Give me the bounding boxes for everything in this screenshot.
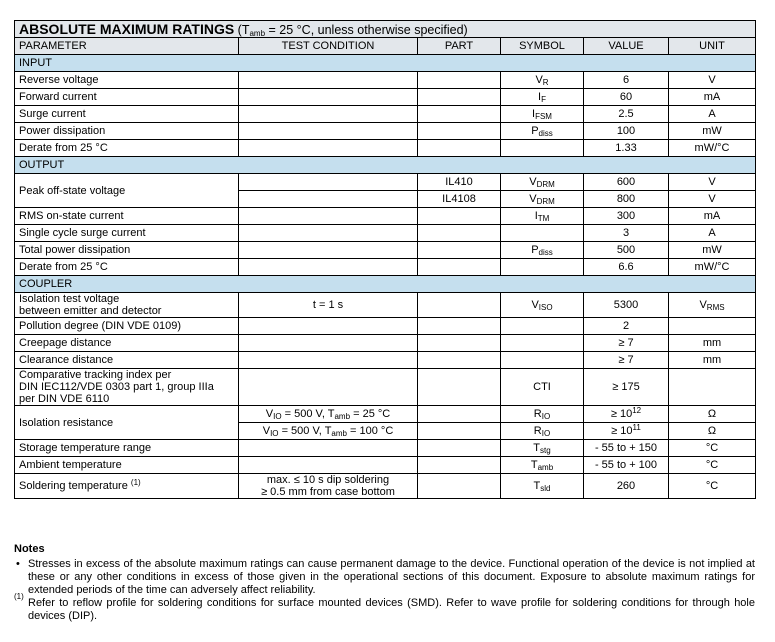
- param-cell: Total power dissipation: [15, 242, 239, 259]
- param-cell: Soldering temperature $^{(1)}$: [15, 474, 239, 499]
- condition-cell: [239, 440, 418, 457]
- param-cell: Creepage distance: [15, 335, 239, 352]
- unit-cell: A: [669, 106, 756, 123]
- unit-cell: $V_{RMS}$: [669, 293, 756, 318]
- table-row: [15, 208, 756, 225]
- value-cell: ≥ 175: [584, 369, 669, 406]
- part-cell: [418, 89, 501, 106]
- table-row: [15, 140, 756, 157]
- condition-cell: [239, 174, 418, 191]
- param-cell: Clearance distance: [15, 352, 239, 369]
- header-symbol: SYMBOL: [501, 38, 584, 55]
- header-parameter: PARAMETER: [15, 38, 239, 55]
- unit-cell: mW/°C: [669, 259, 756, 276]
- param-cell: Pollution degree (DIN VDE 0109): [15, 318, 239, 335]
- table-row: [15, 225, 756, 242]
- value-cell: 500: [584, 242, 669, 259]
- symbol-cell: $P_{diss}$: [501, 123, 584, 140]
- section-title-output: OUTPUT: [15, 157, 756, 174]
- condition-cell: [239, 123, 418, 140]
- part-cell: [418, 242, 501, 259]
- symbol-cell: [501, 335, 584, 352]
- condition-cell: [239, 140, 418, 157]
- param-cell: Isolation resistance: [15, 406, 239, 440]
- symbol-cell: $T_{sld}$: [501, 474, 584, 499]
- notes-title: Notes: [14, 543, 45, 555]
- value-cell: 600: [584, 174, 669, 191]
- value-cell: 6: [584, 72, 669, 89]
- table-row: [15, 259, 756, 276]
- symbol-cell: [501, 318, 584, 335]
- value-cell: - 55 to + 150: [584, 440, 669, 457]
- part-cell: [418, 208, 501, 225]
- title-condition: ($T_{amb} = 25$ °C, unless otherwise specified): [237, 22, 468, 38]
- param-cell: Storage temperature range: [15, 440, 239, 457]
- ratings-table-container: [14, 20, 755, 499]
- section-title-coupler: COUPLER: [15, 276, 756, 293]
- value-cell: 300: [584, 208, 669, 225]
- unit-cell: mA: [669, 89, 756, 106]
- symbol-cell: $T_{stg}$: [501, 440, 584, 457]
- table-row: [15, 123, 756, 140]
- section-row-coupler: [15, 276, 756, 293]
- table-row: [15, 318, 756, 335]
- title-main: ABSOLUTE MAXIMUM RATINGS: [19, 20, 235, 37]
- note-text: Stresses in excess of the absolute maximum ratings can cause permanent damage to the device. Functional operation of the device is not implied at these or any other conditions in excess of those given in the operational sections of this document. Exposure to absolute maximum ratings for extended periods of the time can adversely affect reliability.: [28, 558, 755, 596]
- param-cell: Surge current: [15, 106, 239, 123]
- symbol-cell: [501, 225, 584, 242]
- value-cell: ≥ $10^{11}$: [584, 423, 669, 440]
- condition-cell: [239, 259, 418, 276]
- value-cell: 6.6: [584, 259, 669, 276]
- header-part: PART: [418, 38, 501, 55]
- part-cell: [418, 123, 501, 140]
- condition-cell: $V_{IO} = 500$ V, $T_{amb} = 25$ °C: [239, 406, 418, 423]
- unit-cell: [669, 318, 756, 335]
- condition-cell: [239, 72, 418, 89]
- part-cell: [418, 440, 501, 457]
- condition-cell: $V_{IO} = 500$ V, $T_{amb} = 100$ °C: [239, 423, 418, 440]
- condition-cell: [239, 225, 418, 242]
- table-title: [15, 21, 756, 38]
- part-cell: [418, 423, 501, 440]
- param-cell: Comparative tracking index per DIN IEC112/VDE 0303 part 1, group IIIa per DIN VDE 6110: [15, 369, 239, 406]
- condition-cell: [239, 89, 418, 106]
- unit-cell: [669, 369, 756, 406]
- table-row: [15, 352, 756, 369]
- part-cell: [418, 259, 501, 276]
- symbol-cell: $I_{TM}$: [501, 208, 584, 225]
- part-cell: [418, 106, 501, 123]
- table-row: [15, 89, 756, 106]
- value-cell: 5300: [584, 293, 669, 318]
- absolute-maximum-ratings-table: [14, 20, 756, 499]
- symbol-cell: $I_F$: [501, 89, 584, 106]
- unit-cell: mW: [669, 123, 756, 140]
- value-cell: 800: [584, 191, 669, 208]
- part-cell: [418, 406, 501, 423]
- symbol-cell: $I_{FSM}$: [501, 106, 584, 123]
- section-row-output: [15, 157, 756, 174]
- note-text: Refer to reflow profile for soldering conditions for surface mounted devices (SMD). Refer to wave profile for soldering conditions for through hole devices (DIP).: [28, 597, 755, 622]
- part-cell: IL4108: [418, 191, 501, 208]
- value-cell: ≥ 7: [584, 352, 669, 369]
- param-cell: RMS on-state current: [15, 208, 239, 225]
- table-row: [15, 242, 756, 259]
- unit-cell: mW/°C: [669, 140, 756, 157]
- unit-cell: mm: [669, 335, 756, 352]
- unit-cell: mA: [669, 208, 756, 225]
- symbol-cell: $R_{IO}$: [501, 423, 584, 440]
- param-cell: Power dissipation: [15, 123, 239, 140]
- unit-cell: V: [669, 174, 756, 191]
- condition-cell: [239, 335, 418, 352]
- unit-cell: °C: [669, 457, 756, 474]
- table-row: [15, 440, 756, 457]
- value-cell: 2: [584, 318, 669, 335]
- table-row: [15, 335, 756, 352]
- param-cell: Reverse voltage: [15, 72, 239, 89]
- condition-cell: [239, 208, 418, 225]
- table-row: [15, 293, 756, 318]
- symbol-cell: $V_{DRM}$: [501, 191, 584, 208]
- condition-cell: [239, 352, 418, 369]
- part-cell: [418, 225, 501, 242]
- part-cell: [418, 318, 501, 335]
- section-row-input: [15, 55, 756, 72]
- symbol-cell: [501, 140, 584, 157]
- condition-cell: [239, 106, 418, 123]
- condition-cell: [239, 191, 418, 208]
- condition-cell: [239, 318, 418, 335]
- unit-cell: mW: [669, 242, 756, 259]
- part-cell: IL410: [418, 174, 501, 191]
- symbol-cell: [501, 259, 584, 276]
- table-row: [15, 369, 756, 406]
- symbol-cell: $P_{diss}$: [501, 242, 584, 259]
- unit-cell: V: [669, 191, 756, 208]
- part-cell: [418, 369, 501, 406]
- param-cell: Isolation test voltage between emitter and detector: [15, 293, 239, 318]
- value-cell: 2.5: [584, 106, 669, 123]
- bullet-icon: •: [16, 558, 20, 570]
- unit-cell: Ω: [669, 423, 756, 440]
- value-cell: 260: [584, 474, 669, 499]
- table-row: [15, 406, 756, 423]
- note-item: [14, 558, 755, 597]
- condition-cell: [239, 242, 418, 259]
- param-cell: Derate from 25 °C: [15, 259, 239, 276]
- part-cell: [418, 352, 501, 369]
- table-row: [15, 474, 756, 499]
- part-cell: [418, 457, 501, 474]
- table-row: [15, 174, 756, 191]
- section-title-input: INPUT: [15, 55, 756, 72]
- part-cell: [418, 72, 501, 89]
- condition-cell: [239, 457, 418, 474]
- condition-cell: [239, 369, 418, 406]
- unit-cell: V: [669, 72, 756, 89]
- value-cell: 100: [584, 123, 669, 140]
- part-cell: [418, 140, 501, 157]
- table-row: [15, 106, 756, 123]
- column-header-row: [15, 38, 756, 55]
- param-cell: Peak off-state voltage: [15, 174, 239, 208]
- table-row: [15, 457, 756, 474]
- value-cell: ≥ $10^{12}$: [584, 406, 669, 423]
- part-cell: [418, 293, 501, 318]
- table-row: [15, 72, 756, 89]
- value-cell: ≥ 7: [584, 335, 669, 352]
- header-unit: UNIT: [669, 38, 756, 55]
- value-cell: 3: [584, 225, 669, 242]
- unit-cell: A: [669, 225, 756, 242]
- part-cell: [418, 335, 501, 352]
- unit-cell: Ω: [669, 406, 756, 423]
- unit-cell: °C: [669, 440, 756, 457]
- symbol-cell: [501, 352, 584, 369]
- param-cell: Forward current: [15, 89, 239, 106]
- param-cell: Ambient temperature: [15, 457, 239, 474]
- symbol-cell: $R_{IO}$: [501, 406, 584, 423]
- condition-cell: max. ≤ 10 s dip soldering ≥ 0.5 mm from case bottom: [239, 474, 418, 499]
- condition-cell: t = 1 s: [239, 293, 418, 318]
- symbol-cell: $V_{DRM}$: [501, 174, 584, 191]
- unit-cell: mm: [669, 352, 756, 369]
- part-cell: [418, 474, 501, 499]
- symbol-cell: $T_{amb}$: [501, 457, 584, 474]
- symbol-cell: $V_R$: [501, 72, 584, 89]
- symbol-cell: CTI: [501, 369, 584, 406]
- value-cell: 60: [584, 89, 669, 106]
- value-cell: 1.33: [584, 140, 669, 157]
- header-test-condition: TEST CONDITION: [239, 38, 418, 55]
- symbol-cell: $V_{ISO}$: [501, 293, 584, 318]
- notes-section: [14, 543, 755, 623]
- note-item: (1) Refer to reflow profile for soldering conditions for surface mounted devices (SMD). Refer to wave profile for soldering conditions for through hole devices (DIP).: [14, 592, 755, 622]
- header-value: VALUE: [584, 38, 669, 55]
- unit-cell: °C: [669, 474, 756, 499]
- table-title-row: [15, 21, 756, 38]
- param-cell: Derate from 25 °C: [15, 140, 239, 157]
- param-cell: Single cycle surge current: [15, 225, 239, 242]
- value-cell: - 55 to + 100: [584, 457, 669, 474]
